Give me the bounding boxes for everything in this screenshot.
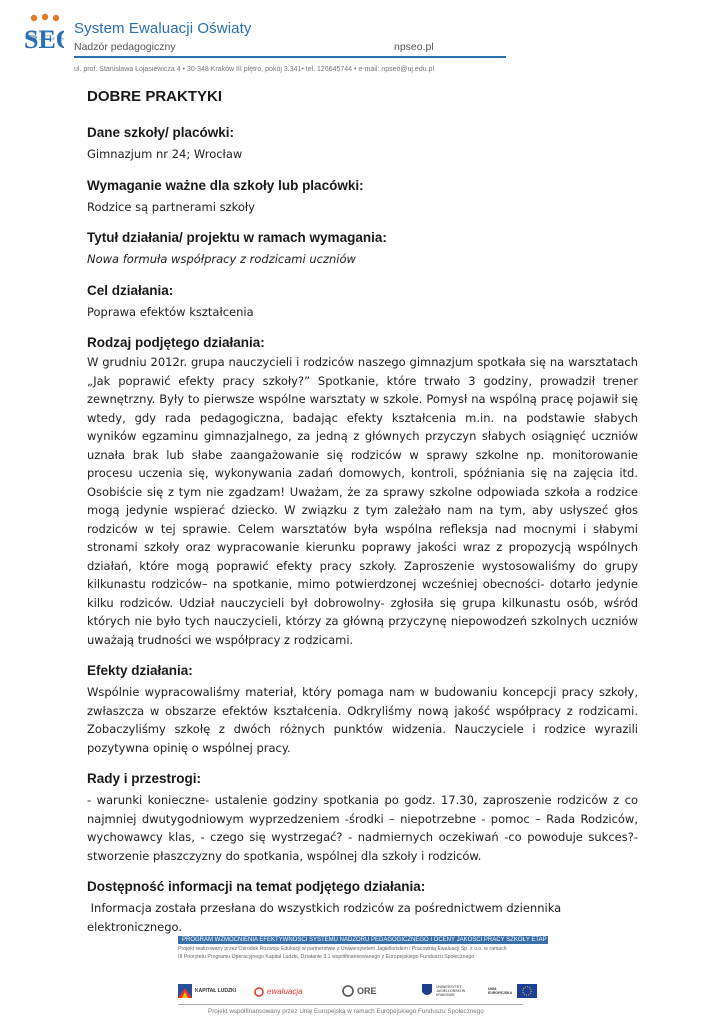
section-goal xyxy=(87,282,638,322)
section-heading: Wymaganie ważne dla szkoły lub placówki: xyxy=(87,177,364,193)
section-heading: Rodzaj podjętego działania: xyxy=(87,335,265,350)
footer-divider xyxy=(178,1004,523,1005)
section-text: W grudniu 2012r. grupa nauczycieli i rodziców naszego gimnazjum spotkała się na warsztatach „Jak poprawić efekty pracy szkoły?” Spotkanie, które trwało 3 godziny, prowadził trener zewnętrzny. Były to pierwsze wspólne warsztaty w szkole. Pomysł na wspólną pracę pojawił się wtedy, gdy rada pedagogiczna, badając efekty kształcenia m.in. na podstawie słabych wyników egzaminu gimnazjalnego, za jedną z głównych przyczyn słabych osiągnięć uczniów uznała brak lub słabe zaangażowanie się rodziców w sprawy szkolne np. monitorowanie procesu uczenia się, wykonywania zadań domowych, kontroli, spóźniania się na zajęcia itd. Osobiście się z tym nie zgadzam! Uważam, że za sprawy szkolne odpowiada szkoła a rodzice mogą jedynie wspierać dziecko. W związku z tym zależało nam na tym, aby usłyszeć głos rodziców w tej sprawie. Celem warsztatów była wspólna refleksja nad mocnymi i słabymi stronami szkoły oraz wypracowanie kierunku poprawy jakości wraz z propozycją wspólnych działań, które mogą poprawić efekty pracy szkoły. Zaproszenie wystosowaliśmy do grupy kilkunastu rodziców– na spotkanie, mimo potwierdzonej wcześniej obecności- dotarło jedynie kilku rodziców. Udział nauczycieli był dobrowolny- zgłosiła się grupa kilkunastu osób, wśród których nie było tych nauczycieli, którzy za główną przyczynę niepowodzeń szkolnych uczniów uważają trudności we współpracy z rodzicami. xyxy=(87,355,638,647)
section-heading: Cel działania: xyxy=(87,282,174,298)
ewaluacja-icon xyxy=(254,984,264,998)
section-text: - warunki konieczne- ustalenie godziny spotkania po godz. 17.30, zaproszenie rodziców z co najmniej dwutygodniowym wyprzedzeniem -środki – niepotrzebne - pomoc – Rada Rodziców, wychowawcy klas, - czego się wystrzegać? - nadmiernych oczekiwań -co powoduje sukces?- stworzenie płaszczyzny do spotkania, wspólnej dla szkoły i rodziców. xyxy=(87,793,638,863)
footer-program: PROGRAM WZMOCNIENIA EFEKTYWNOŚCI SYSTEMU NADZORU PEDAGOGICZNEGO I OCENY JAKOŚCI PRACY SZKOŁY ETAP III xyxy=(178,936,548,944)
section-heading: Efekty działania: xyxy=(87,663,193,678)
section-advice xyxy=(87,770,638,865)
page-header xyxy=(24,12,704,78)
section-heading: Dane szkoły/ placówki: xyxy=(87,125,235,140)
document-body xyxy=(87,88,638,936)
ore-label: ORE xyxy=(357,986,377,996)
section-availability xyxy=(87,878,638,936)
section-requirement xyxy=(87,177,638,217)
section-effects xyxy=(87,662,638,757)
uj-logo xyxy=(421,982,470,1000)
document-title: DOBRE PRAKTYKI xyxy=(87,88,223,105)
ue-logo xyxy=(488,982,537,1000)
brand-subtitle: Nadzór pedagogiczny xyxy=(74,41,176,53)
section-text: Informacja została przesłana do wszystkich rodziców za pośrednictwem dziennika elektronicznego. xyxy=(87,901,565,934)
brand-title: System Ewaluacji Oświaty xyxy=(74,20,252,37)
kapital-ludzki-icon xyxy=(178,984,192,998)
uj-crest-icon xyxy=(421,983,433,999)
section-text: Poprawa efektów kształcenia xyxy=(87,304,254,319)
section-project-title xyxy=(87,229,638,269)
svg-text:SEO: SE xyxy=(24,25,56,54)
section-heading: Rady i przestrogi: xyxy=(87,771,202,786)
uj-label: UNIWERSYTET JAGIELLOŃSKI W KRAKOWIE xyxy=(436,985,466,997)
ue-label: UNIA EUROPEJSKA xyxy=(488,987,513,995)
ore-icon xyxy=(342,984,354,998)
brand-url[interactable]: npseo.pl xyxy=(394,41,434,53)
ewaluacja-label: ewaluacja xyxy=(267,986,303,996)
footer-line-2: Projekt realizowany przez Ośrodek Rozwoju Edukacji w partnerstwie z Uniwersytetem Jagiellońskim i Pracownią Ewaluacji Sp. z o.o. w ramach xyxy=(178,946,507,952)
footer-logos xyxy=(178,982,548,1002)
section-action-type xyxy=(87,334,638,649)
section-heading: Dostępność informacji na temat podjętego działania: xyxy=(87,879,426,894)
section-text: Gimnazjum nr 24; Wrocław xyxy=(87,147,243,161)
ewaluacja-logo xyxy=(254,982,303,1000)
seo-logo-icon xyxy=(24,12,64,64)
section-text: Rodzice są partnerami szkoły xyxy=(87,199,255,214)
section-heading: Tytuł działania/ projektu w ramach wymagania: xyxy=(87,230,387,245)
section-school xyxy=(87,124,638,164)
eu-flag-icon xyxy=(517,984,537,998)
svg-text:SEO: SE xyxy=(24,30,56,43)
footer-line-3: III Priorytetu Programu Operacyjnego Kapitał Ludzki, Działanie 3.1 współfinansowanego z Europejskiego Funduszu Społecznego xyxy=(178,954,475,960)
address-line: ul. prof. Stanisława Łojasiewicza 4 • 30-348 Kraków III piętro, pokój 3.341• tel. 126645744 • e-mail: npseo@uj.edu.pl xyxy=(74,66,435,73)
section-text: Nowa formuła współpracy z rodzicami uczniów xyxy=(87,252,356,266)
footer-cofinancing-note: Projekt współfinansowany przez Unię Europejską w ramach Europejskiego Funduszu Społecznego xyxy=(208,1008,484,1015)
header-divider xyxy=(74,56,506,58)
page-footer xyxy=(178,936,554,960)
ore-logo xyxy=(342,982,377,1000)
seo-logo xyxy=(24,12,64,64)
section-text: Wspólnie wypracowaliśmy materiał, który pomaga nam w budowaniu koncepcji pracy szkoły, zwłaszcza w obszarze efektów kształcenia. Odkryliśmy nową jakość współpracy z rodzicami. Zobaczyliśmy szkołę z dwóch różnych punktów widzenia. Nauczyciele i rodzice wyrazili pozytywna opinię o wspólnej pracy. xyxy=(87,685,638,755)
kapital-ludzki-label: KAPITAŁ LUDZKI xyxy=(195,988,237,994)
kapital-ludzki-logo xyxy=(178,982,236,1000)
